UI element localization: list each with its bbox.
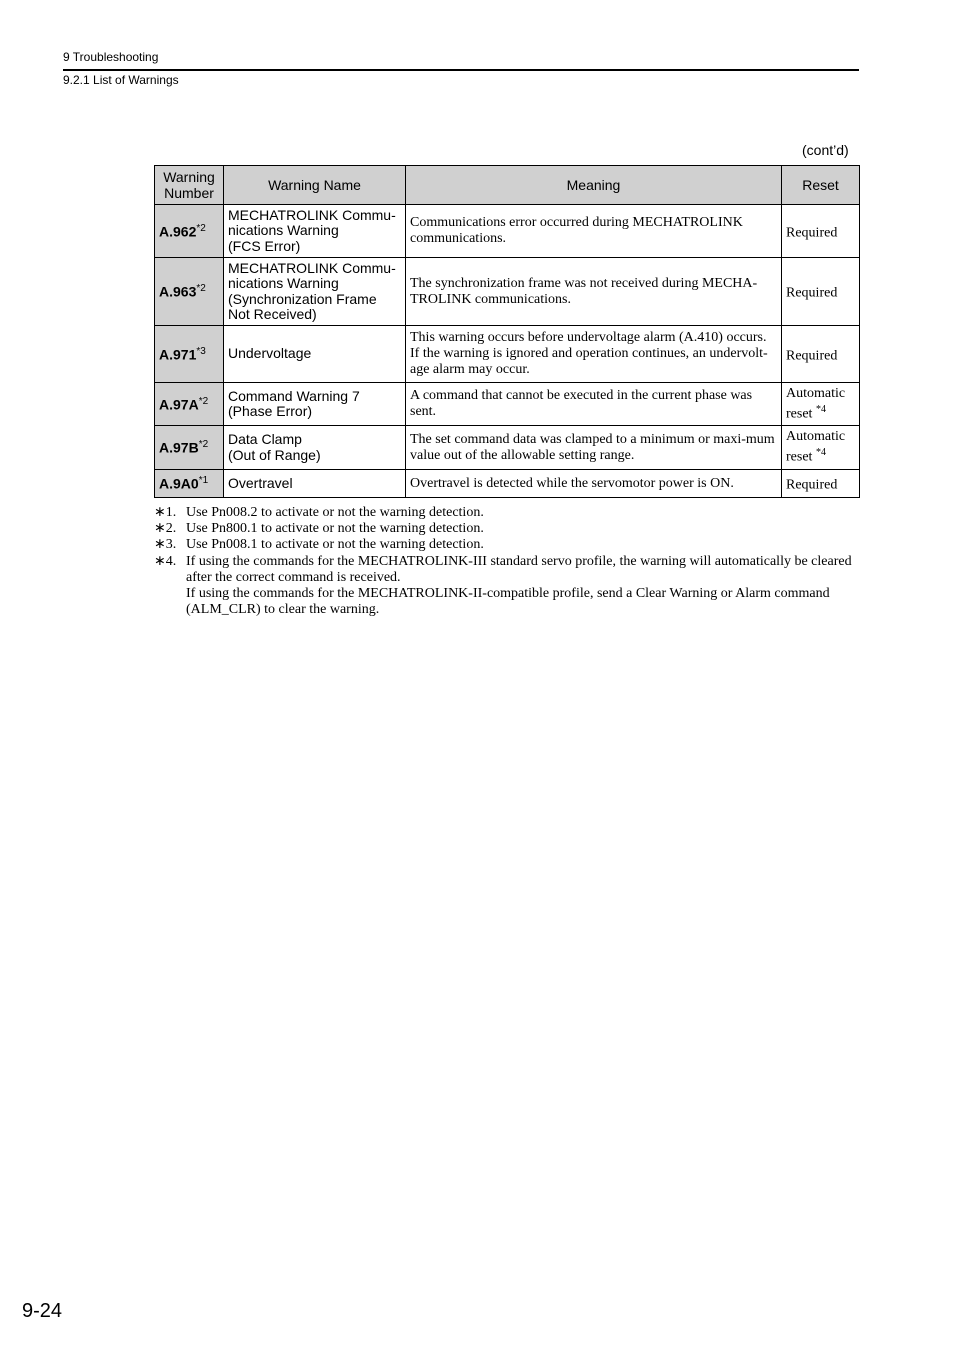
table-row <box>155 426 860 470</box>
warning-reset: Automatic reset $^{*4}$ <box>782 383 860 426</box>
footnote-text: Use Pn008.1 to activate or not the warning detection. <box>186 537 484 553</box>
warning-meaning: Overtravel is detected while the servomotor power is ON. <box>406 470 782 498</box>
warning-number: A.9A0$^{*1}$ <box>155 470 224 498</box>
footnote-text: Use Pn800.1 to activate or not the warning detection. <box>186 521 484 537</box>
chapter-header: 9 Troubleshooting <box>63 50 159 64</box>
table-row <box>155 470 860 498</box>
warning-name: Command Warning 7 (Phase Error) <box>224 383 406 426</box>
footnote-mark: ∗2. <box>154 521 177 537</box>
warning-number: A.962$^{*2}$ <box>155 205 224 258</box>
footnote-mark: ∗3. <box>154 537 177 553</box>
warning-name: Data Clamp (Out of Range) <box>224 426 406 470</box>
warning-meaning: Communications error occurred during MECHATROLINK communications. <box>406 205 782 258</box>
warning-table <box>154 165 860 498</box>
warning-reset: Automatic reset $^{*4}$ <box>782 426 860 470</box>
column-header-warning-number: Warning Number <box>155 166 224 205</box>
warning-name: MECHATROLINK Commu- nications Warning (FCS Error) <box>224 205 406 258</box>
footnote-mark: ∗1. <box>154 505 177 520</box>
footnote <box>154 505 859 521</box>
table-row <box>155 326 860 383</box>
footnote <box>154 537 859 553</box>
footnote-text: If using the commands for the MECHATROLINK-III standard servo profile, the warning will automatically be cleared after the correct command is received. <box>186 553 852 585</box>
warning-meaning: The synchronization frame was not received during MECHA-TROLINK communications. <box>406 258 782 326</box>
header-rule <box>63 69 859 71</box>
warning-number: A.963$^{*2}$ <box>155 258 224 326</box>
footnote-text: If using the commands for the MECHATROLINK-II-compatible profile, send a Clear Warning or Alarm command (ALM_CLR) to clear the warning. <box>186 586 830 618</box>
warning-name: Overtravel <box>224 470 406 498</box>
footnote <box>154 521 859 537</box>
column-header-reset: Reset <box>782 166 860 205</box>
warning-number: $A.97B^{*2}$ <box>155 426 224 470</box>
warning-reset: Required <box>782 470 860 498</box>
warning-reset: Required <box>782 258 860 326</box>
warning-number: $A.97A^{*2}$ <box>155 383 224 426</box>
warning-name: Undervoltage <box>224 326 406 383</box>
warning-meaning: The set command data was clamped to a minimum or maxi-mum value out of the allowable setting range. <box>406 426 782 470</box>
table-row <box>155 258 860 326</box>
footnotes <box>154 505 859 618</box>
warning-meaning: This warning occurs before undervoltage alarm (A.410) occurs. If the warning is ignored and operation continues, an undervolt-age alarm may occur. <box>406 326 782 383</box>
column-header-warning-name: Warning Name <box>224 166 406 205</box>
table-header-row <box>155 166 860 205</box>
table-row <box>155 205 860 258</box>
warning-number: A.971$^{*3}$ <box>155 326 224 383</box>
section-header: 9.2.1 List of Warnings <box>63 73 179 87</box>
footnote <box>154 554 859 586</box>
footnote-mark <box>154 586 186 618</box>
warning-reset: Required <box>782 326 860 383</box>
column-header-meaning: Meaning <box>406 166 782 205</box>
footnote-text: Use Pn008.2 to activate or not the warning detection. <box>186 505 484 520</box>
footnote <box>154 586 859 618</box>
warning-name: MECHATROLINK Commu- nications Warning (Synchronization Frame Not Received) <box>224 258 406 326</box>
warning-meaning: A command that cannot be executed in the current phase was sent. <box>406 383 782 426</box>
table-row <box>155 383 860 426</box>
continued-label: (cont’d) <box>802 142 849 158</box>
footnote-mark: ∗4. <box>154 553 177 569</box>
warning-reset: Required <box>782 205 860 258</box>
page-number: 9-24 <box>22 1300 63 1322</box>
